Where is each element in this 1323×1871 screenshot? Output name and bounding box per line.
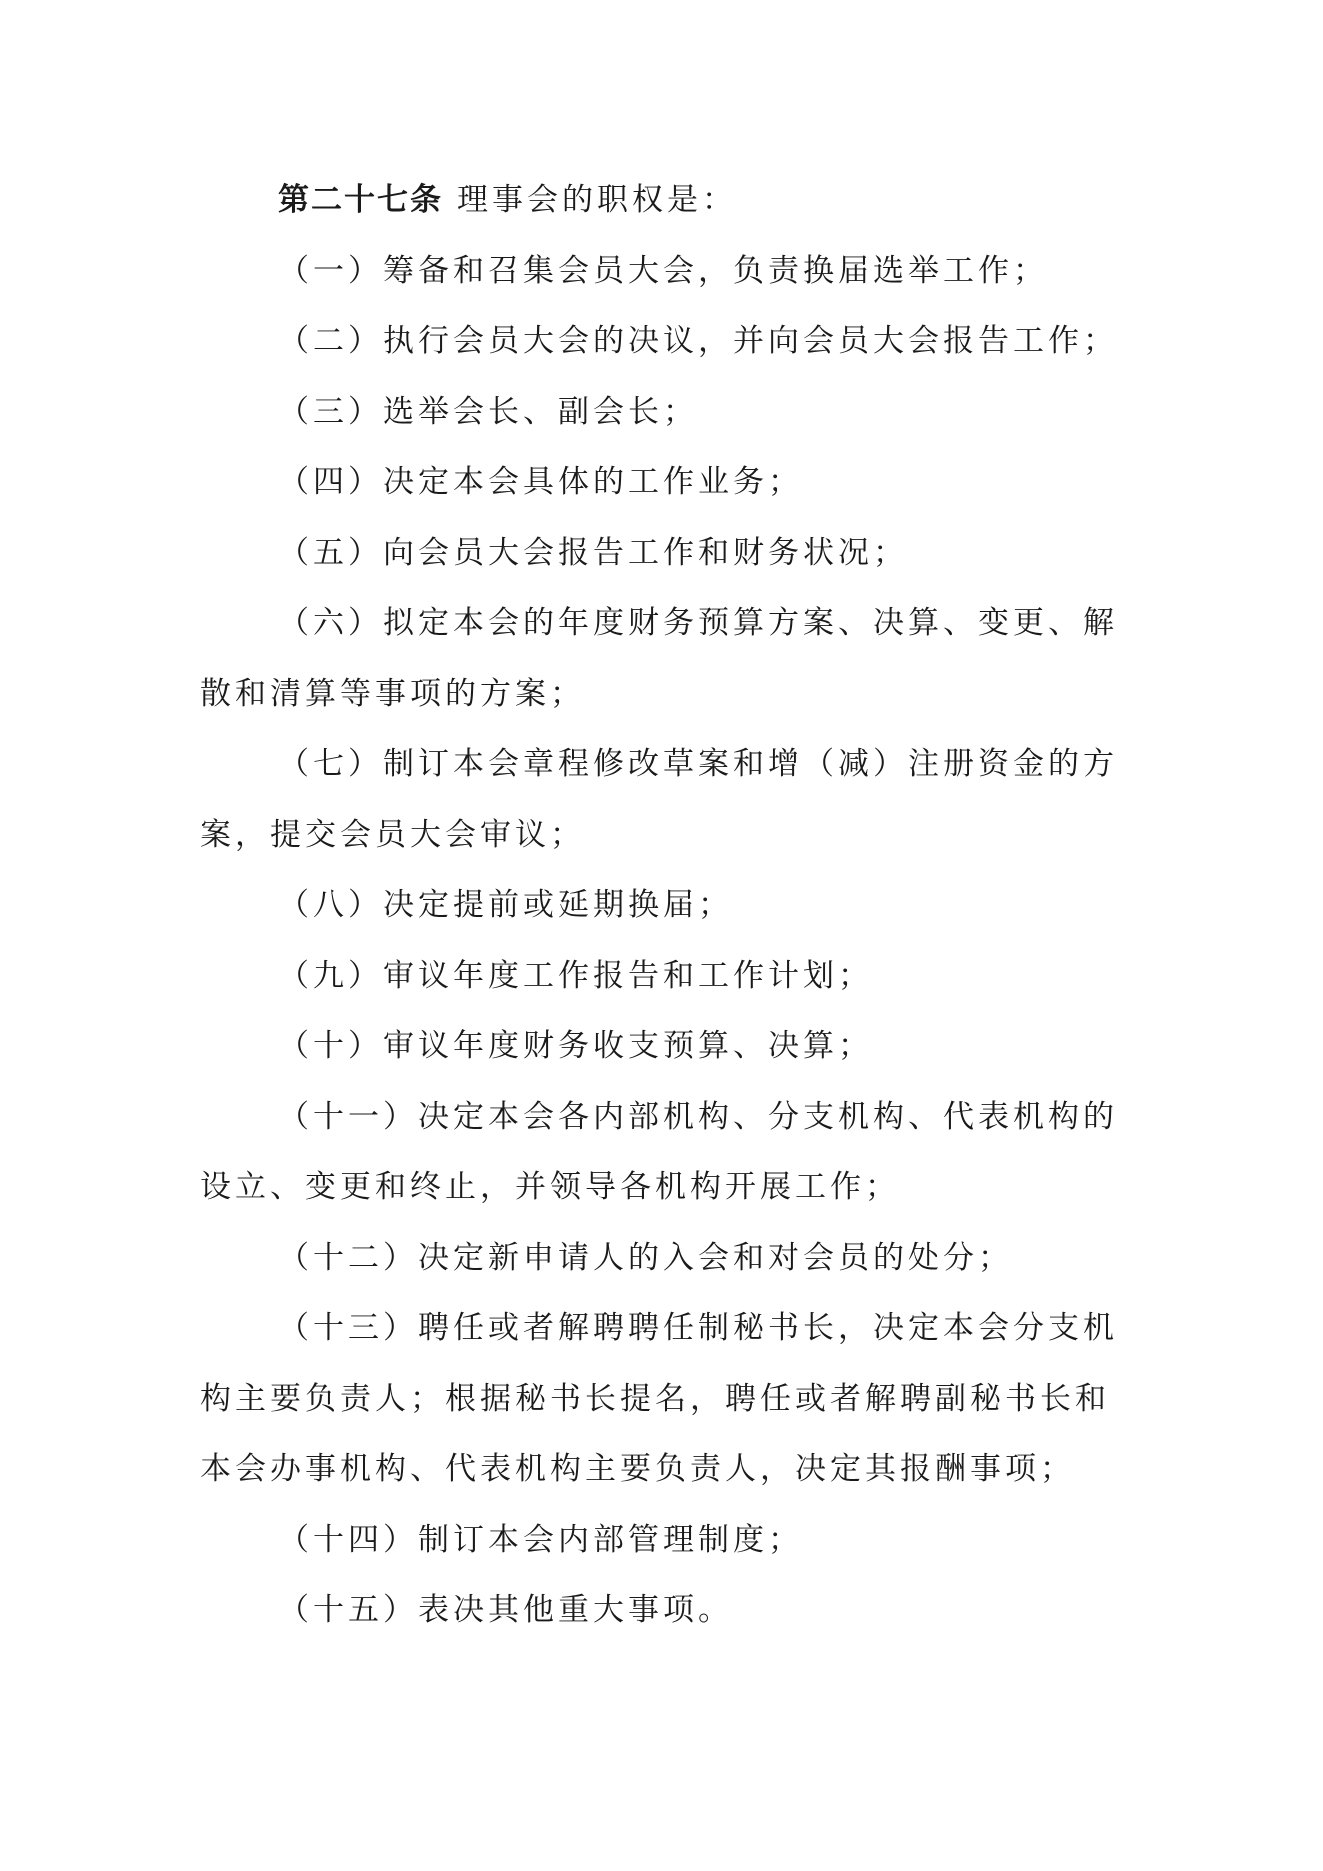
list-item-3: （三）选举会长、副会长； xyxy=(278,393,698,430)
list-item-10: （十）审议年度财务收支预算、决算； xyxy=(278,1028,873,1064)
list-item-6: （六）拟定本会的年度财务预算方案、决算、变更、解散和清算等事项的方案； xyxy=(200,605,1118,712)
list-item-2: （二）执行会员大会的决议，并向会员大会报告工作； xyxy=(278,323,1118,359)
article-heading: 第二十七条 xyxy=(278,182,443,218)
list-item-7: （七）制订本会章程修改草案和增（减）注册资金的方案，提交会员大会审议； xyxy=(200,746,1118,853)
list-item-9: （九）审议年度工作报告和工作计划； xyxy=(278,957,873,994)
list-item-1: （一）筹备和召集会员大会，负责换届选举工作； xyxy=(278,252,1048,289)
article-intro: 理事会的职权是： xyxy=(457,182,737,218)
list-item-13: （十三）聘任或者解聘聘任制秘书长，决定本会分支机构主要负责人；根据秘书长提名，聘任或者解聘副秘书长和本会办事机构、代表机构主要负责人，决定其报酬事项； xyxy=(200,1310,1118,1487)
article-body xyxy=(200,165,1130,1646)
list-item-5: （五）向会员大会报告工作和财务状况； xyxy=(278,534,908,571)
article-title-line xyxy=(200,165,1130,236)
list-item-4: （四）决定本会具体的工作业务； xyxy=(278,464,803,500)
list-item-11: （十一）决定本会各内部机构、分支机构、代表机构的设立、变更和终止，并领导各机构开展工作； xyxy=(200,1098,1118,1205)
list-item-15: （十五）表决其他重大事项。 xyxy=(278,1592,733,1628)
list-item-12: （十二）决定新申请人的入会和对会员的处分； xyxy=(278,1239,1013,1276)
list-item-14: （十四）制订本会内部管理制度； xyxy=(278,1521,803,1558)
list-item-8: （八）决定提前或延期换届； xyxy=(278,887,733,923)
